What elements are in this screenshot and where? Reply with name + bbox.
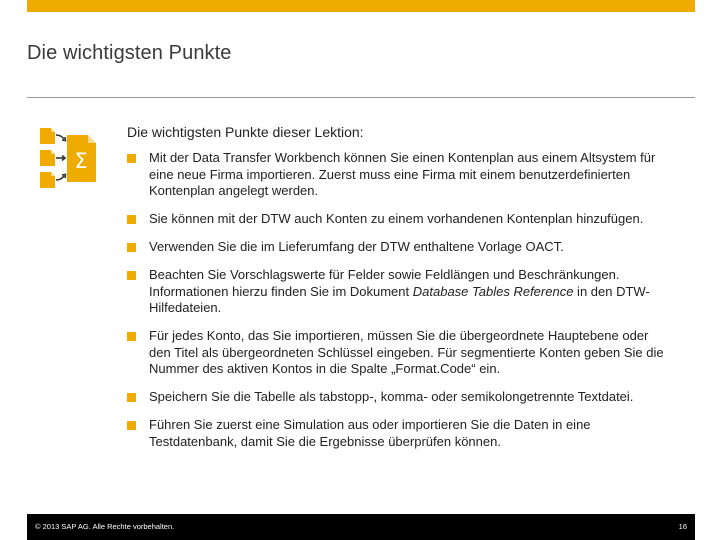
key-point-item bbox=[127, 417, 672, 450]
key-point-item bbox=[127, 239, 672, 256]
key-point-text bbox=[149, 150, 672, 200]
key-point-item bbox=[127, 389, 672, 406]
key-point-segment: in den DTW-Hilfedateien. bbox=[149, 283, 650, 315]
bullet-square-icon bbox=[127, 154, 136, 163]
page-number: 16 bbox=[678, 522, 687, 531]
key-point-text bbox=[149, 211, 672, 228]
key-point-text bbox=[149, 417, 672, 450]
title-divider bbox=[27, 97, 695, 98]
page-title: Die wichtigsten Punkte bbox=[27, 42, 232, 64]
key-point-segment: Beachten Sie Vorschlagswerte für Felder sowie Feldlängen und Beschränkungen. Informationen hierzu finden Sie im Dokument bbox=[149, 267, 620, 299]
key-point-segment: Mit der Data Transfer Workbench können Sie einen Kontenplan aus einem Altsystem für eine neue Firma importieren. Zuerst muss eine Firma mit einem benutzerdefinierten Kontenplan angelegt werden. bbox=[149, 150, 656, 198]
key-point-segment: Verwenden Sie die im Lieferumfang der DTW enthaltene Vorlage OACT. bbox=[149, 239, 564, 254]
top-accent-bar bbox=[27, 0, 695, 12]
bullet-square-icon bbox=[127, 393, 136, 402]
copyright-text: © 2013 SAP AG. Alle Rechte vorbehalten. bbox=[35, 522, 175, 531]
key-point-item bbox=[127, 267, 672, 317]
key-point-segment: Für jedes Konto, das Sie importieren, müssen Sie die übergeordnete Hauptebene oder den Titel als übergeordneten Schlüssel eingeben. Für segmentierte Konten geben Sie die Nummer des aktiven Kontos in die Spalte „Format.Code“ ein. bbox=[149, 328, 664, 376]
key-point-text bbox=[149, 389, 672, 406]
key-point-item bbox=[127, 150, 672, 200]
key-point-text bbox=[149, 239, 672, 256]
intro-text: Die wichtigsten Punkte dieser Lektion: bbox=[127, 124, 364, 140]
key-point-segment: Führen Sie zuerst eine Simulation aus oder importieren Sie die Daten in eine Testdatenbank, damit Sie die Ergebnisse überprüfen können. bbox=[149, 417, 591, 449]
key-point-segment: Speichern Sie die Tabelle als tabstopp-, komma- oder semikolongetrennte Textdatei. bbox=[149, 389, 634, 404]
document-title-reference: Database Tables Reference bbox=[412, 283, 574, 299]
key-point-item bbox=[127, 211, 672, 228]
svg-text:Σ: Σ bbox=[74, 149, 88, 173]
footer-bar bbox=[27, 514, 695, 540]
key-point-segment: Sie können mit der DTW auch Konten zu einem vorhandenen Kontenplan hinzufügen. bbox=[149, 211, 644, 226]
bullet-square-icon bbox=[127, 332, 136, 341]
summary-documents-sigma-icon bbox=[34, 124, 106, 190]
key-point-text bbox=[149, 328, 672, 378]
bullet-square-icon bbox=[127, 271, 136, 280]
key-point-item bbox=[127, 328, 672, 378]
bullet-square-icon bbox=[127, 215, 136, 224]
bullet-square-icon bbox=[127, 243, 136, 252]
key-point-text bbox=[149, 267, 672, 317]
bullet-square-icon bbox=[127, 421, 136, 430]
key-points-list bbox=[127, 150, 672, 462]
